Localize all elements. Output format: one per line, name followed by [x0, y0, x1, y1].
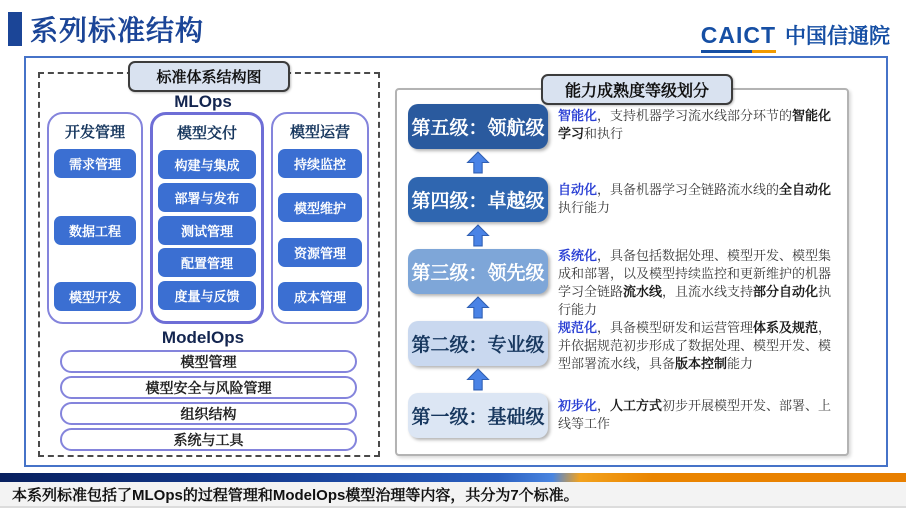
process-chip: 模型维护 [278, 193, 362, 222]
process-chip: 持续监控 [278, 149, 362, 178]
process-chip: 构建与集成 [158, 150, 256, 179]
maturity-panel-label: 能力成熟度等级划分 [541, 74, 733, 105]
level-2-box: 第二级：专业级 [408, 321, 548, 366]
desc-segment: ，具备机器学习全链路流水线的 [597, 182, 780, 197]
process-chip: 模型开发 [54, 282, 136, 311]
process-chip: 数据工程 [54, 216, 136, 245]
process-chip: 度量与反馈 [158, 281, 256, 310]
column-title: 模型交付 [176, 125, 237, 142]
caict-logo-name: 中国信通院 [785, 25, 890, 48]
modelops-bar: 组织结构 [60, 402, 357, 425]
process-chip: 部署与发布 [158, 183, 256, 212]
column-model-delivery [150, 112, 264, 324]
desc-segment: 执行能力 [558, 283, 832, 317]
column-dev-management [47, 112, 143, 324]
level-3-box: 第三级：领先级 [408, 249, 548, 294]
level-4-description [558, 181, 840, 217]
desc-segment: 自动化 [558, 182, 598, 197]
desc-segment: ，且流水线支持 [662, 283, 754, 299]
slide-header [8, 9, 204, 49]
level-1-box: 第一级：基础级 [408, 393, 548, 438]
desc-segment: ，并依据规范初步形成了数据处理、模型开发、模型部署流水线，具备 [558, 320, 832, 371]
desc-segment: 初步化 [558, 398, 598, 413]
modelops-bar: 系统与工具 [60, 428, 357, 451]
desc-segment: ，具备包括数据处理、模型开发、模型集成和部署，以及模型持续监控和更新维护的机器学习全链路 [558, 248, 832, 299]
desc-segment: 智能化学习 [558, 108, 832, 141]
desc-segment: 规范化 [558, 320, 598, 335]
desc-segment: ，支持机器学习流水线部分环节的 [597, 108, 793, 123]
desc-segment: 人工方式 [610, 398, 663, 413]
structure-panel-label: 标准体系结构图 [128, 61, 290, 92]
arrow-up-icon [464, 296, 492, 319]
modelops-bar: 模型管理 [60, 350, 357, 373]
desc-segment: 部分自动化 [753, 283, 819, 299]
arrow-up-icon [464, 368, 492, 391]
column-title: 开发管理 [64, 124, 125, 141]
page-title: 系列标准结构 [30, 15, 205, 46]
desc-segment: 初步开展模型开发、部署、上线等工作 [558, 398, 832, 431]
desc-segment: ，具备模型研发和运营管理 [597, 320, 754, 335]
caict-logo-brand: CAICT [700, 22, 776, 48]
level-5-box: 第五级：领航级 [408, 104, 548, 149]
column-title: 模型运营 [289, 124, 350, 141]
desc-segment: ， [597, 398, 611, 413]
arrow-up-icon [464, 151, 492, 174]
desc-segment: 体系及规范 [753, 320, 819, 335]
desc-segment: 智能化 [558, 108, 598, 123]
column-items [278, 149, 362, 311]
desc-segment: 执行能力 [558, 199, 611, 215]
level-4-box: 第四级：卓越级 [408, 177, 548, 222]
footer-summary: 本系列标准包括了MLOps的过程管理和ModelOps模型治理等内容，共分为7个标准。 [0, 482, 906, 508]
level-1-description [558, 397, 840, 433]
desc-segment: 全自动化 [779, 182, 832, 197]
column-items [158, 150, 256, 310]
process-chip: 成本管理 [278, 282, 362, 311]
desc-segment: 和执行 [584, 125, 624, 141]
level-5-description [558, 107, 840, 143]
modelops-title: ModelOps [161, 328, 245, 347]
desc-segment: 流水线 [623, 283, 663, 299]
title-accent-bar [8, 12, 22, 46]
desc-segment: 系统化 [558, 248, 598, 263]
mlops-columns [47, 112, 369, 324]
process-chip: 配置管理 [158, 248, 256, 277]
mlops-title: MLOps [174, 92, 232, 111]
caict-logo [701, 20, 890, 50]
column-items [54, 149, 136, 311]
desc-segment: 版本控制 [675, 355, 728, 371]
process-chip: 资源管理 [278, 238, 362, 267]
modelops-bars [60, 350, 357, 451]
level-3-description [558, 247, 840, 319]
divider-gradient-bar [0, 473, 906, 482]
desc-segment: 能力 [727, 355, 754, 371]
process-chip: 测试管理 [158, 216, 256, 245]
level-2-description [558, 319, 840, 373]
arrow-up-icon [464, 224, 492, 247]
process-chip: 需求管理 [54, 149, 136, 178]
column-model-operations [271, 112, 369, 324]
modelops-bar: 模型安全与风险管理 [60, 376, 357, 399]
